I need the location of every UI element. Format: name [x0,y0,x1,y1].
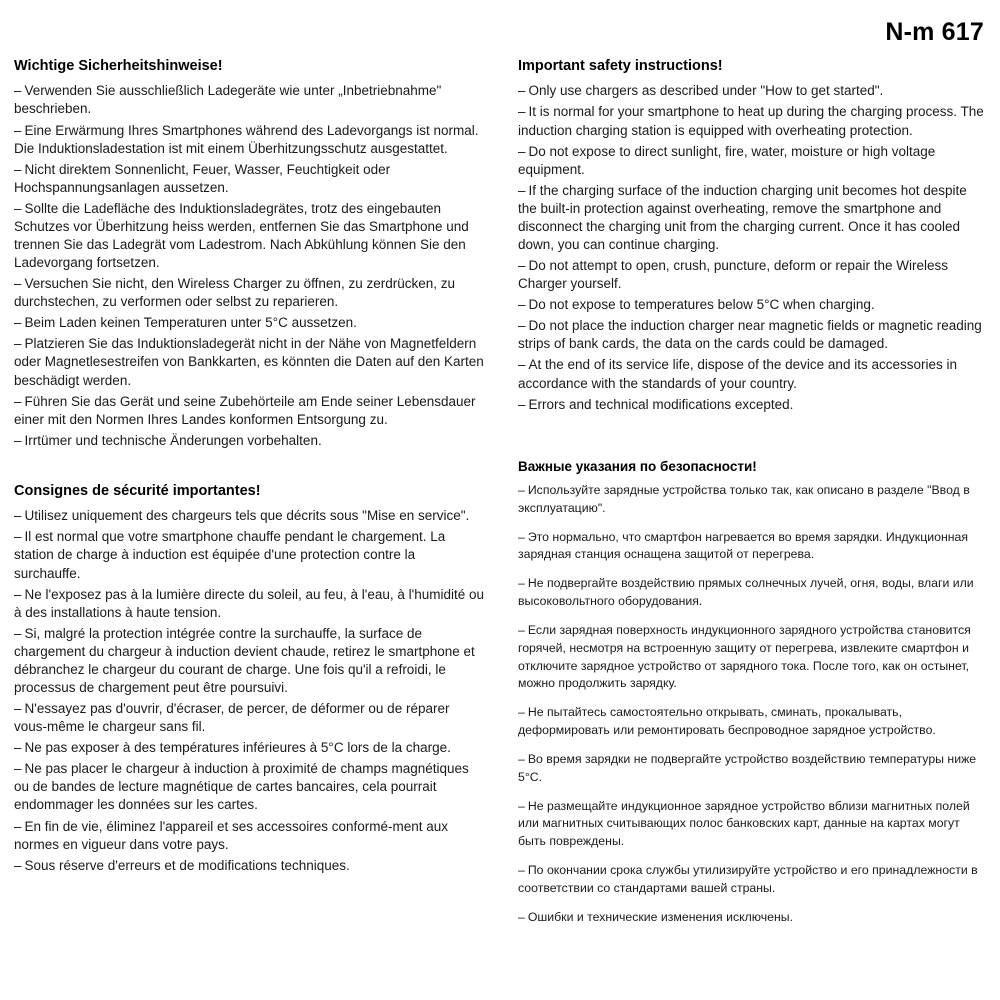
list-item-text: Platzieren Sie das Induktionsladegerät nicht in der Nähe von Magnetfeldern oder Magnetlesestreifen von Bankkarten, es könnten die Daten auf den Karten beschädigt werden. [14,336,484,388]
list-item [14,200,484,272]
list-item [14,760,484,814]
left-column [14,58,484,937]
list-item-text: Eine Erwärmung Ihres Smartphones während des Ladevorgangs ist normal. Die Induktionsladestation ist mit einem Überhitzungsschutz ausgestattet. [14,122,479,156]
bullet-dash: – [14,857,22,873]
list-item [14,507,484,525]
bullet-dash: – [14,818,22,834]
list-item [518,143,988,179]
list-item [518,798,988,851]
bullet-dash: – [14,83,22,99]
list-item [518,751,988,787]
list-item [518,396,988,414]
bullet-dash: – [518,318,526,334]
list-item [518,356,988,392]
list-item-text: Ne l'exposez pas à la lumière directe du soleil, au feu, à l'eau, à l'humidité ou à des installations à haute tension. [14,586,485,620]
list-item [518,82,988,100]
list-item-text: Il est normal que votre smartphone chauffe pendant le chargement. La station de charge à induction est équipée d'une protection contre la surchauffe. [14,529,446,581]
list-item [518,529,988,565]
list-item-text: Verwenden Sie ausschließlich Ladegeräte wie unter „Inbetriebnahme" beschrieben. [14,83,442,117]
list-item [518,103,988,139]
bullet-dash: – [518,297,526,313]
bullet-dash: – [14,276,22,292]
list-item [14,393,484,429]
list-item-text: Используйте зарядные устройства только так, как описано в разделе "Ввод в эксплуатацию". [518,482,970,515]
section-title-english: Important safety instructions! [518,58,723,74]
list-item-text: Do not place the induction charger near magnetic fields or magnetic reading strips of bank cards, the data on the cards could be damaged. [518,318,982,352]
list-item-text: Beim Laden keinen Temperaturen unter 5°C aussetzen. [24,315,357,331]
list-item [14,818,484,854]
list-item-text: N'essayez pas d'ouvrir, d'écraser, de percer, de déformer ou de réparer vous-même le chargeur sans fil. [14,701,450,735]
list-item [14,739,484,757]
safety-list-german [14,82,484,449]
list-item-text: Only use chargers as described under "How to get started". [528,83,884,99]
bullet-dash: – [518,357,526,373]
list-item-text: Не размещайте индукционное зарядное устройство вблизи магнитных полей или магнитных считывающих полос банковских карт, данные на картах могут быть повреждены. [518,798,970,849]
bullet-dash: – [14,393,22,409]
safety-list-french [14,507,484,874]
bullet-dash: – [518,83,526,99]
list-item-text: It is normal for your smartphone to heat up during the charging process. The induction charging station is equipped with overheating protection. [518,104,984,138]
list-item-text: Не подвергайте воздействию прямых солнечных лучей, огня, воды, влаги или высоковольтного оборудования. [518,576,974,609]
bullet-dash: – [518,798,525,813]
right-column [518,58,988,937]
list-item [518,257,988,293]
list-item-text: Errors and technical modifications excepted. [528,396,794,412]
section-english [518,58,988,414]
list-item-text: At the end of its service life, dispose of the device and its accessories in accordance with the standards of your country. [518,357,957,391]
list-item-text: Nicht direktem Sonnenlicht, Feuer, Wasser, Feuchtigkeit oder Hochspannungsanlagen aussetzen. [14,161,391,195]
bullet-dash: – [518,622,525,637]
bullet-dash: – [14,740,22,756]
bullet-dash: – [14,432,22,448]
bullet-dash: – [14,336,22,352]
list-item-text: Sous réserve d'erreurs et de modifications techniques. [24,857,350,873]
bullet-dash: – [518,751,525,766]
bullet-dash: – [14,761,22,777]
list-item [518,482,988,518]
list-item [14,314,484,332]
list-item-text: Ne pas exposer à des températures inférieures à 5°C lors de la charge. [24,740,451,756]
list-item [14,625,484,697]
safety-list-english [518,82,988,413]
list-item [518,296,988,314]
section-french [14,483,484,875]
bullet-dash: – [518,143,526,159]
list-item [518,862,988,898]
bullet-dash: – [518,862,525,877]
list-item [518,622,988,693]
safety-list-russian [518,482,988,927]
list-item-text: Versuchen Sie nicht, den Wireless Charger zu öffnen, zu zerdrücken, zu durchstechen, zu verformen oder selbst zu reparieren. [14,276,455,310]
list-item [14,586,484,622]
list-item-text: Не пытайтесь самостоятельно открывать, сминать, прокалывать, деформировать или ремонтировать беспроводное зарядное устройство. [518,705,936,738]
list-item [518,575,988,611]
list-item-text: Irrtümer und technische Änderungen vorbehalten. [24,432,322,448]
list-item-text: Если зарядная поверхность индукционного зарядного устройства становится горячей, несмотря на встроенную защиту от перегрева, извлеките смартфон и отключите зарядное устройство от зарядного тока. После того, как он остынет, можно продолжить зарядку. [518,622,971,691]
bullet-dash: – [518,104,526,120]
list-item-text: Do not expose to temperatures below 5°C when charging. [528,297,875,313]
section-german [14,58,484,450]
list-item-text: Utilisez uniquement des chargeurs tels que décrits sous "Mise en service". [24,508,470,524]
list-item-text: Ошибки и технические изменения исключены. [527,909,794,924]
bullet-dash: – [14,625,22,641]
list-item-text: Do not attempt to open, crush, puncture, deform or repair the Wireless Charger yourself. [518,258,948,292]
list-item [14,857,484,875]
section-title-french: Consignes de sécurité importantes! [14,482,261,499]
bullet-dash: – [14,529,22,545]
two-column-layout [14,58,986,937]
section-title-german: Wichtige Sicherheitshinweise! [14,58,223,74]
list-item [518,704,988,740]
bullet-dash: – [518,396,526,412]
section-title-russian: Важные указания по безопасности! [518,458,757,474]
bullet-dash: – [518,529,525,544]
list-item [14,700,484,736]
list-item-text: Do not expose to direct sunlight, fire, water, moisture or high voltage equipment. [518,143,936,177]
bullet-dash: – [518,576,525,591]
bullet-dash: – [14,315,22,331]
list-item-text: If the charging surface of the induction charging unit becomes hot despite the built-in protection against overheating, remove the smartphone and disconnect the charging unit from the charging current. Once it has cooled down, you can continue charging. [518,182,967,253]
list-item-text: Si, malgré la protection intégrée contre la surchauffe, la surface de chargement du chargeur à induction devient chaude, retirez le smartphone et débranchez le chargeur du courant de charge. Une fois qu'il a refroidi, le processus de chargement peut être poursuivi. [14,625,475,695]
list-item [14,528,484,582]
bullet-dash: – [14,508,22,524]
list-item [518,182,988,254]
bullet-dash: – [14,161,22,177]
list-item-text: По окончании срока службы утилизируйте устройство и его принадлежности в соответствии со стандартами вашей страны. [518,862,978,895]
bullet-dash: – [518,182,526,198]
list-item [14,122,484,158]
section-russian [518,459,988,927]
section-spacer [14,453,484,483]
bullet-dash: – [14,200,22,216]
list-item [14,335,484,389]
bullet-dash: – [518,258,526,274]
list-item [518,909,988,927]
list-item-text: Führen Sie das Gerät und seine Zubehörteile am Ende seiner Lebensdauer einer mit den Normen Ihres Landes konformen Entsorgung zu. [14,393,476,427]
list-item-text: Sollte die Ladefläche des Induktionsladegrätes, trotz des eingebauten Schutzes vor Überhitzung heiss werden, entfernen Sie das Smartphone und trennen Sie das Ladegrät vom Ladestrom. Nach Abkühlung können Sie den Ladevorgang fortsetzen. [14,200,469,271]
model-number: N-m 617 [885,18,984,46]
bullet-dash: – [518,705,525,720]
list-item [518,317,988,353]
list-item [14,161,484,197]
list-item-text: Ne pas placer le chargeur à induction à proximité de champs magnétiques ou de bandes de lecture magnétique de cartes bancaires, cela pourrait endommager les données sur les cartes. [14,761,469,813]
list-item-text: Во время зарядки не подвергайте устройство воздействию температуры ниже 5°C. [518,751,977,784]
list-item [14,432,484,450]
bullet-dash: – [518,482,525,497]
section-spacer [518,417,988,459]
bullet-dash: – [14,701,22,717]
list-item [14,82,484,118]
list-item-text: En fin de vie, éliminez l'appareil et ses accessoires conformé-ment aux normes en vigueur dans votre pays. [14,818,449,852]
bullet-dash: – [14,586,22,602]
list-item-text: Это нормально, что смартфон нагревается во время зарядки. Индукционная зарядная станция оснащена защитой от перегрева. [518,529,969,562]
bullet-dash: – [518,909,525,924]
list-item [14,275,484,311]
bullet-dash: – [14,122,22,138]
